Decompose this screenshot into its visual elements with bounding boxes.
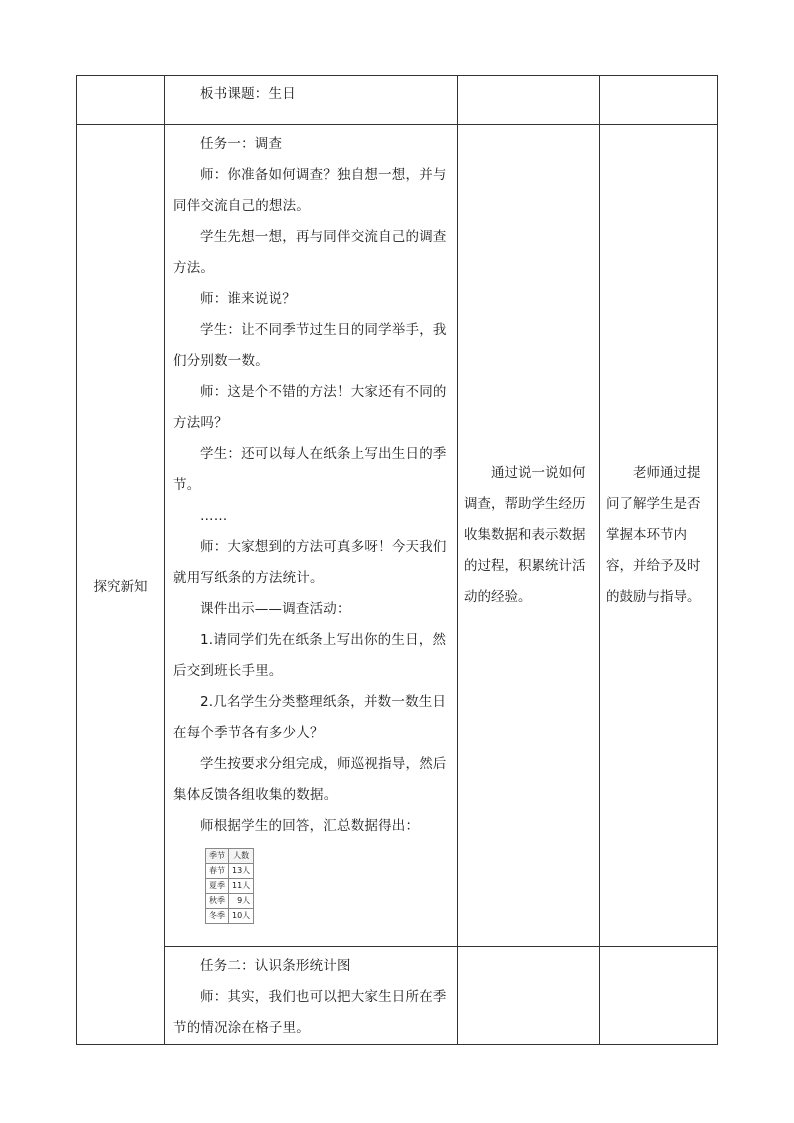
paragraph: 师：大家想到的方法可真多呀！今天我们就用写纸条的方法统计。 (173, 539, 447, 586)
season-count-table (205, 848, 254, 924)
evaluation-cell-empty (600, 947, 718, 1045)
table-row (77, 947, 718, 1045)
paragraph: 课件出示——调查活动： (200, 601, 351, 617)
paragraph: 师：这是个不错的方法！大家还有不同的方法吗？ (173, 384, 447, 431)
count-cell: 10人 (229, 909, 254, 924)
content-cell (165, 76, 458, 125)
paragraph: 1.请同学们先在纸条上写出你的生日，然后交到班长手里。 (173, 632, 447, 679)
paragraph: 任务一：调查 (200, 136, 283, 152)
paragraph: 师：你准备如何调查？独自想一想，并与同伴交流自己的想法。 (173, 167, 447, 214)
evaluation-cell-empty (600, 76, 718, 125)
board-title: 板书课题：生日 (200, 86, 296, 102)
count-cell: 11人 (229, 879, 254, 894)
season-cell: 秋季 (206, 894, 229, 909)
stage-label: 探究新知 (93, 578, 148, 595)
content-cell (165, 125, 458, 947)
lesson-plan-table (76, 75, 718, 1045)
table-row (206, 849, 254, 864)
design-intent-text: 通过说一说如何调查，帮助学生经历收集数据和表示数据的过程，积累统计活动的经验。 (464, 465, 586, 605)
paragraph: 2.几名学生分类整理纸条，并数一数生日在每个季节各有多少人？ (173, 694, 447, 741)
content-cell (165, 947, 458, 1045)
season-cell: 冬季 (206, 909, 229, 924)
table-row (77, 125, 718, 947)
intent-cell (458, 125, 600, 947)
count-cell: 9人 (229, 894, 254, 909)
header-cell: 人数 (229, 849, 254, 864)
season-cell: 春节 (206, 864, 229, 879)
table-row (206, 909, 254, 924)
intent-cell-empty (458, 76, 600, 125)
evaluation-cell (600, 125, 718, 947)
count-cell: 13人 (229, 864, 254, 879)
paragraph: 师根据学生的回答，汇总数据得出： (200, 818, 420, 834)
stage-cell-empty (77, 76, 165, 125)
paragraph: 学生先想一想，再与同伴交流自己的调查方法。 (173, 229, 447, 276)
header-cell: 季节 (206, 849, 229, 864)
intent-cell-empty (458, 947, 600, 1045)
table-row (206, 879, 254, 894)
table-row (206, 894, 254, 909)
season-cell: 夏季 (206, 879, 229, 894)
paragraph: 学生：让不同季节过生日的同学举手，我们分别数一数。 (173, 322, 447, 369)
evaluation-text: 老师通过提问了解学生是否掌握本环节内容，并给予及时的鼓励与指导。 (606, 465, 701, 605)
paragraph: 任务二：认识条形统计图 (200, 958, 351, 974)
table-row (206, 864, 254, 879)
table-row (77, 76, 718, 125)
paragraph: 学生：还可以每人在纸条上写出生日的季节。 (173, 446, 447, 493)
stage-cell (77, 125, 165, 1045)
paragraph: …… (200, 508, 228, 524)
paragraph: 学生按要求分组完成，师巡视指导，然后集体反馈各组收集的数据。 (173, 756, 447, 803)
paragraph: 师：谁来说说？ (200, 291, 296, 307)
paragraph: 师：其实，我们也可以把大家生日所在季节的情况涂在格子里。 (173, 989, 447, 1036)
